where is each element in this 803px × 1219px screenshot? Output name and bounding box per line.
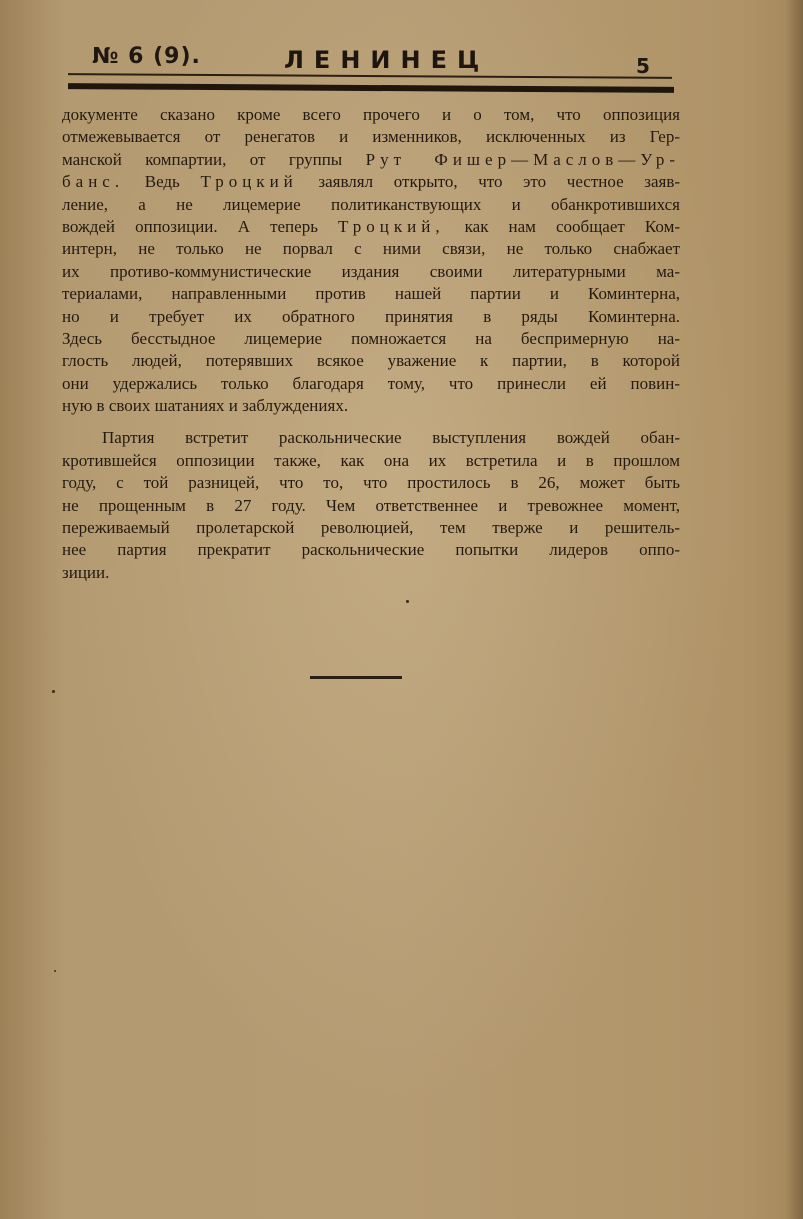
text-line — [62, 149, 680, 171]
header-rule-thick — [68, 83, 674, 93]
text-line: ление, а не лицемерие политиканствующих и обанкротившихся — [62, 194, 680, 214]
page-header — [60, 40, 680, 100]
text-fragment: как нам сообщает Ком- — [464, 216, 680, 236]
text-line — [62, 216, 680, 238]
paper-speck — [406, 600, 409, 603]
header-rule-thin — [68, 73, 672, 79]
text-line: Партия встретит раскольнические выступления вождей обан- — [102, 428, 680, 448]
text-line: интерн, не только не порвал с ними связи, не только снабжает — [62, 239, 680, 259]
text-line: ную в своих шатаниях и заблуждениях. — [62, 396, 349, 416]
text-line: отмежевывается от ренегатов и изменников, исключенных из Гер- — [62, 127, 680, 147]
text-line: но и требует их обратного принятия в ряды Коминтерна. — [62, 306, 680, 326]
text-fragment: вождей оппозиции. А теперь — [62, 216, 318, 236]
text-line: териалами, направленными против нашей партии и Коминтерна, — [62, 284, 680, 304]
newspaper-title: ЛЕНИНЕЦ — [284, 46, 490, 74]
text-line: кротившейся оппозиции также, как она их встретила и в прошлом — [62, 450, 680, 470]
spaced-name-trotsky: Троцкий — [200, 172, 298, 192]
text-line: документе сказано кроме всего прочего и о том, что оппозиция — [62, 105, 680, 124]
article-end-rule — [310, 676, 402, 679]
text-line: они удержались только благодаря тому, что принесли ей повин- — [62, 373, 680, 393]
text-line: нее партия прекратит раскольнические попытки лидеров оппо- — [62, 540, 680, 560]
issue-number: № 6 (9). — [92, 44, 201, 69]
article-body — [62, 104, 680, 584]
paragraph-gap — [62, 417, 680, 427]
text-line: Здесь бесстыдное лицемерие помножается на беспримерную на- — [62, 328, 680, 348]
text-line: не прощенным в 27 году. Чем ответственнее и тревожнее момент, — [62, 495, 680, 515]
text-line: их противо-коммунистические издания своими литературными ма- — [62, 261, 680, 281]
text-line: году, с той разницей, что то, что простилось в 26, может быть — [62, 473, 680, 493]
paper-speck — [52, 690, 55, 693]
spaced-name-bans: банс. — [62, 172, 125, 192]
text-fragment: заявлял открыто, что это честное заяв- — [318, 172, 681, 192]
text-line: переживаемый пролетарской революцией, тем тверже и решитель- — [62, 518, 680, 538]
text-fragment: манской компартии, от группы — [62, 149, 343, 169]
text-line: зиции. — [62, 562, 110, 582]
spaced-name-trotsky: Троцкий, — [338, 216, 445, 236]
text-fragment: Ведь — [144, 172, 180, 192]
text-line — [62, 171, 680, 193]
spaced-name-fischer-group: Рут Фишер—Маслов—Ур- — [365, 149, 680, 169]
paper-speck — [54, 970, 56, 972]
text-line: глость людей, потерявших всякое уважение к партии, в которой — [62, 351, 680, 371]
page-number: 5 — [636, 54, 650, 78]
page-edge-shadow — [785, 0, 803, 1219]
